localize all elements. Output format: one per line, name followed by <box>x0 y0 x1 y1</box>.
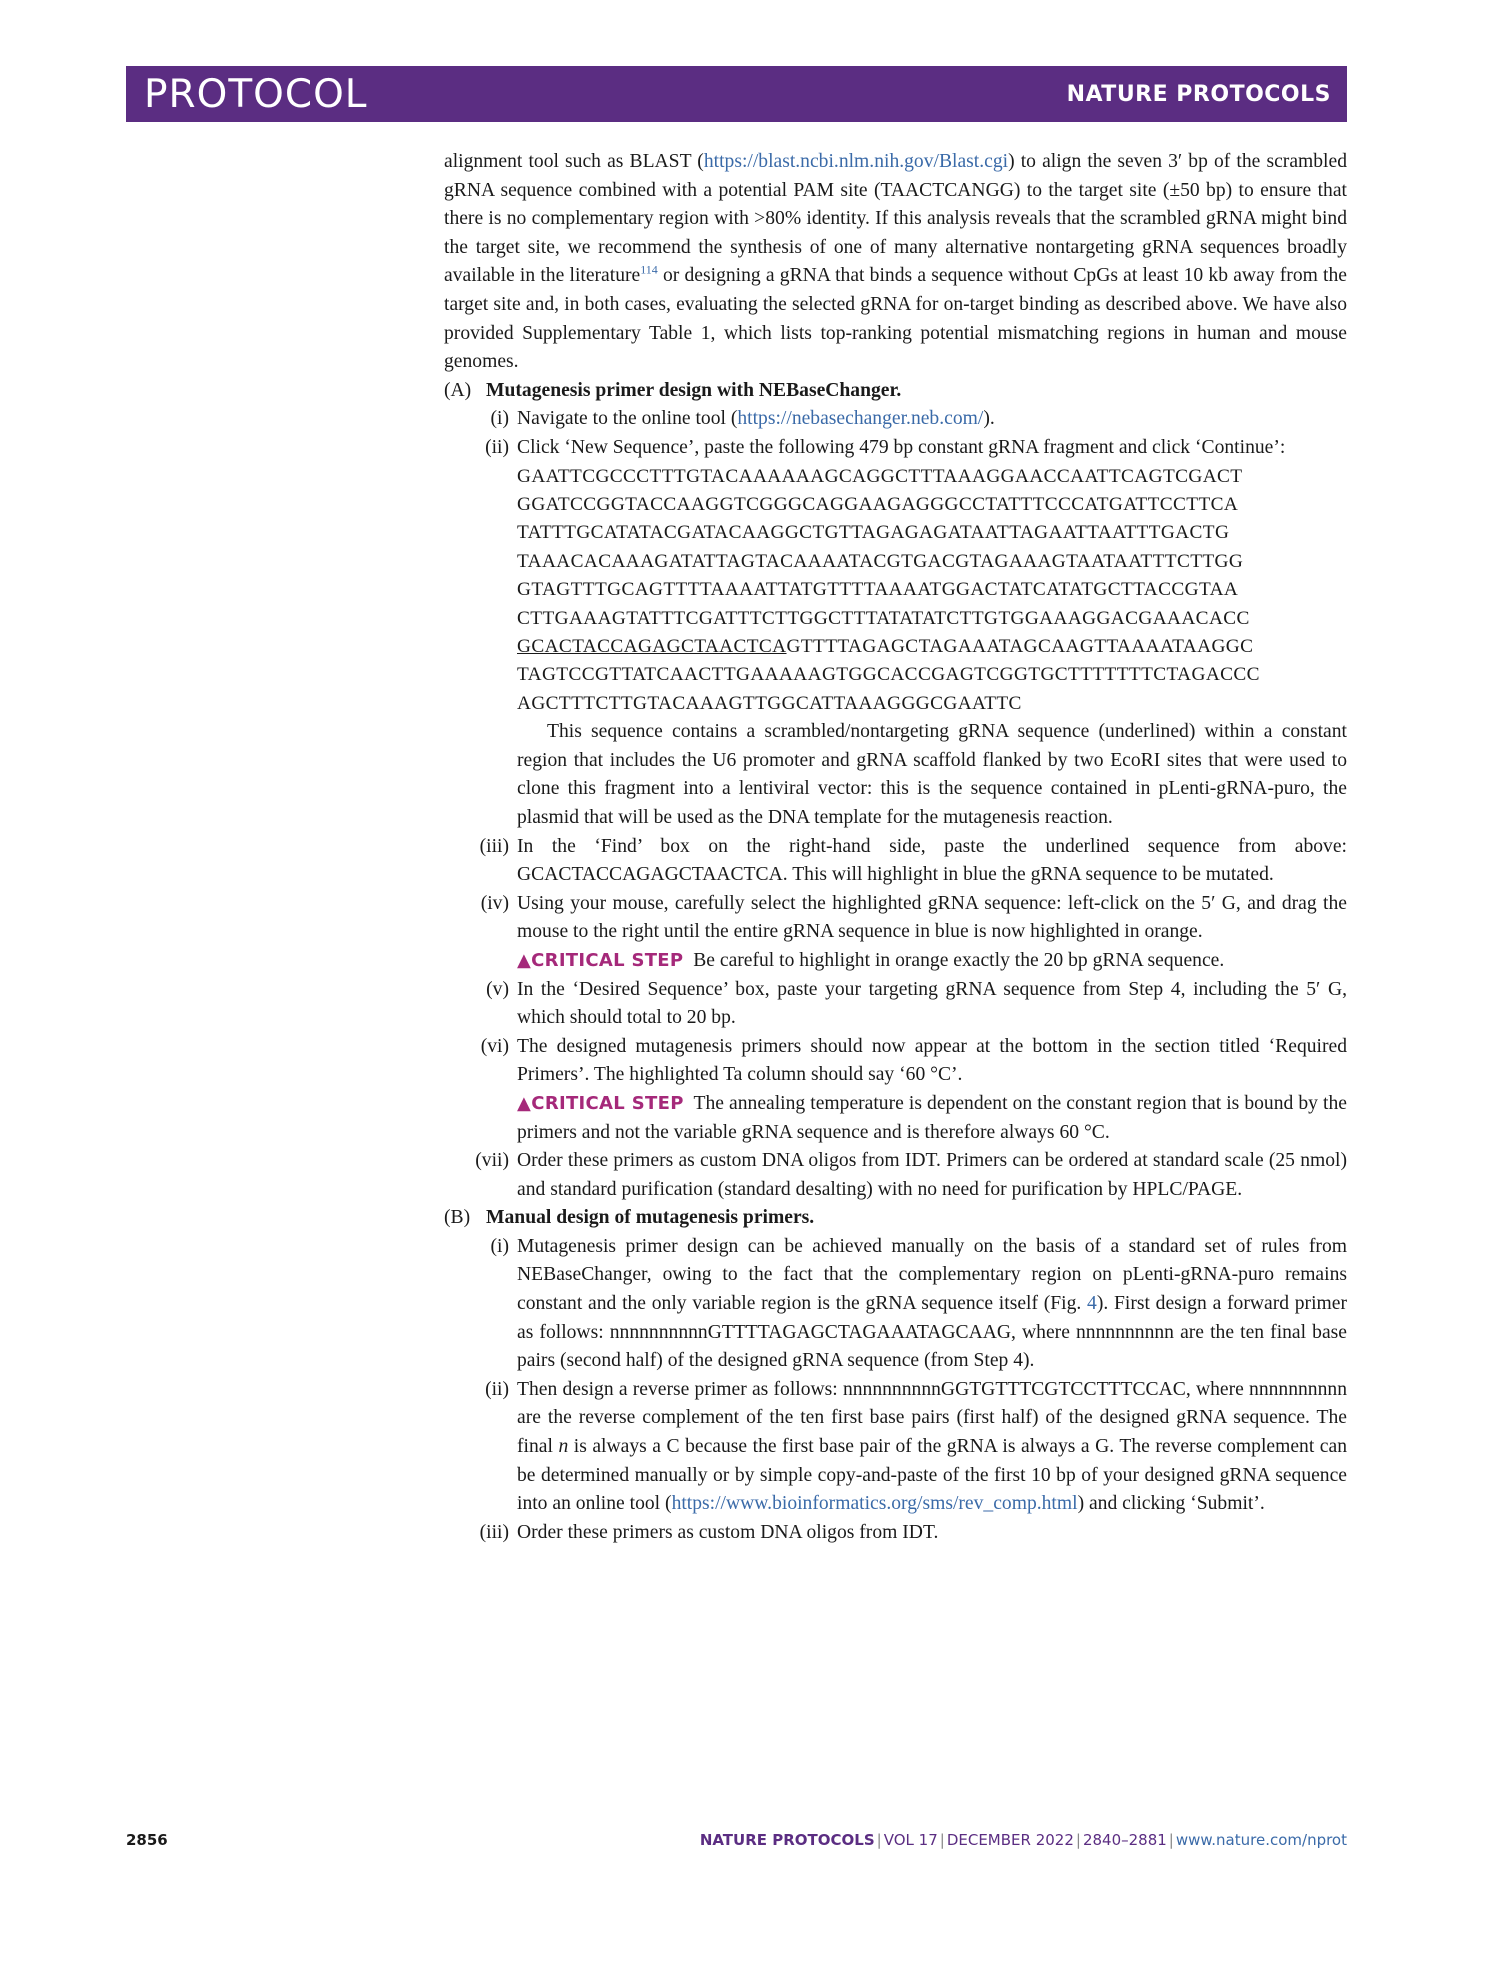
reference-114[interactable]: 114 <box>640 262 658 277</box>
footer-pages: 2840–2881 <box>1082 1831 1167 1849</box>
section-label: PROTOCOL <box>144 71 368 117</box>
figure-4-link[interactable]: 4 <box>1087 1293 1097 1315</box>
step-b-ii-text-c: ) and clicking ‘Submit’. <box>1077 1493 1265 1515</box>
seq-line: TAAACACAAAGATATTAGTACAAAATACGTGACGTAGAAAGTAATAATTTCTTGG <box>517 550 1244 572</box>
step-a-i-label: (i) <box>490 408 509 430</box>
critical-step-2-text: The annealing temperature is dependent on the constant region that is bound by the primers and not the variable gRNA sequence and is therefore always 60 °C. <box>517 1092 1347 1143</box>
step-b-ii-label: (ii) <box>485 1378 509 1400</box>
step-a-vi-text: The designed mutagenesis primers should now appear at the bottom in the section titled ‘Required Primers’. The highlighted Ta column should say ‘60 °C’. <box>517 1035 1347 1086</box>
step-a-ii-label: (ii) <box>485 436 509 458</box>
journal-label: NATURE PROTOCOLS <box>1066 81 1331 107</box>
footer-separator: | <box>876 1831 882 1849</box>
critical-step-tag: ▲CRITICAL STEP <box>517 949 684 971</box>
header-banner <box>126 66 1347 122</box>
critical-step-tag: ▲CRITICAL STEP <box>517 1092 684 1114</box>
blast-link[interactable]: https://blast.ncbi.nlm.nih.gov/Blast.cgi <box>703 151 1009 172</box>
step-b-i-label: (i) <box>490 1235 509 1257</box>
step-a-vii <box>444 1147 1347 1204</box>
intro-paragraph <box>444 148 1347 377</box>
section-b <box>444 1204 1347 1233</box>
seq-line-rest: GTTTTAGAGCTAGAAATAGCAAGTTAAAATAAGGC <box>786 635 1254 657</box>
step-a-vii-label: (vii) <box>475 1150 509 1172</box>
sequence-note-text: This sequence contains a scrambled/nontargeting gRNA sequence (underlined) within a constant region that includes the U6 promoter and gRNA scaffold flanked by two EcoRI sites that were used to clone this fragment into a lentiviral vector: this is the sequence contained in pLenti-gRNA-puro, the plasmid that will be used as the DNA template for the mutagenesis reaction. <box>517 721 1347 828</box>
step-b-i-text-a: Mutagenesis primer design can be achieved manually on the basis of a standard set of rules from NEBaseChanger, owing to the fact that the complementary region on pLenti-gRNA-puro remains constant and the only variable region is the gRNA sequence itself (Fig. <box>517 1235 1347 1315</box>
page-number: 2856 <box>126 1831 168 1849</box>
section-a <box>444 377 1347 406</box>
step-a-iii-label: (iii) <box>479 835 509 857</box>
dna-sequence-block <box>444 463 1347 719</box>
footer-separator: | <box>939 1831 945 1849</box>
critical-step-1-text: Be careful to highlight in orange exactly the 20 bp gRNA sequence. <box>693 949 1225 971</box>
step-a-i <box>444 405 1347 434</box>
step-a-v-label: (v) <box>486 978 509 1000</box>
nebasechanger-link[interactable]: https://nebasechanger.neb.com/ <box>737 408 984 430</box>
seq-line: GGATCCGGTACCAAGGTCGGGCAGGAAGAGGGCCTATTTCCCATGATTCCTTCA <box>517 493 1239 515</box>
step-a-vi <box>444 1033 1347 1090</box>
main-content <box>444 148 1347 1547</box>
section-a-label: (A) <box>444 379 472 401</box>
step-a-v <box>444 976 1347 1033</box>
step-b-i-text-b: ). First design a forward primer as follows: nnnnnnnnnnGTTTTAGAGCTAGAAATAGCAAG, where nnnnnnnnnn are the ten final base pairs (second half) of the designed gRNA sequence (from Step 4). <box>517 1293 1347 1372</box>
step-b-iii-text: Order these primers as custom DNA oligos from IDT. <box>517 1521 939 1543</box>
step-a-iv-text: Using your mouse, carefully select the highlighted gRNA sequence: left-click on the 5′ G, and drag the mouse to the right until the entire gRNA sequence in blue is now highlighted in orange. <box>517 892 1347 943</box>
rev-comp-link[interactable]: https://www.bioinformatics.org/sms/rev_comp.html <box>671 1493 1078 1515</box>
seq-line-grna <box>517 633 1347 661</box>
footer-url-link[interactable]: www.nature.com/nprot <box>1175 1831 1347 1849</box>
step-b-ii <box>444 1376 1347 1519</box>
intro-text-b: ) to align the seven 3′ bp of the scrambled gRNA sequence combined with a potential PAM site (TAACTCANGG) to the target site (±50 bp) to ensure that there is no complementary region with >80% identity. If this analysis reveals that the scrambled gRNA might bind the target site, we recommend the synthesis of one of many alternative nontargeting gRNA sequences broadly available in the literature <box>444 151 1347 287</box>
critical-step-2 <box>444 1090 1347 1147</box>
footer-separator: | <box>1168 1831 1174 1849</box>
critical-step-1 <box>444 947 1347 976</box>
footer-date: DECEMBER 2022 <box>946 1831 1074 1849</box>
step-b-iii-label: (iii) <box>479 1521 509 1543</box>
step-a-vi-label: (vi) <box>480 1035 509 1057</box>
section-b-label: (B) <box>444 1207 471 1229</box>
seq-line: GAATTCGCCCTTTGTACAAAAAAGCAGGCTTTAAAGGAACCAATTCAGTCGACT <box>517 465 1243 487</box>
intro-text-a: alignment tool such as BLAST ( <box>444 151 704 172</box>
seq-line: AGCTTTCTTGTACAAAGTTGGCATTAAAGGGCGAATTC <box>517 692 1022 714</box>
seq-line: TAGTCCGTTATCAACTTGAAAAAGTGGCACCGAGTCGGTGCTTTTTTTCTAGACCC <box>517 664 1260 686</box>
footer-journal: NATURE PROTOCOLS <box>699 1831 875 1849</box>
section-b-title: Manual design of mutagenesis primers. <box>486 1207 815 1229</box>
step-a-ii-text: Click ‘New Sequence’, paste the following 479 bp constant gRNA fragment and click ‘Continue’: <box>517 436 1286 458</box>
step-a-v-text: In the ‘Desired Sequence’ box, paste your targeting gRNA sequence from Step 4, including the 5′ G, which should total to 20 bp. <box>517 978 1347 1029</box>
sequence-note <box>444 718 1347 832</box>
step-a-vii-text: Order these primers as custom DNA oligos from IDT. Primers can be ordered at standard scale (25 nmol) and standard purification (standard desalting) with no need for purification by HPLC/PAGE. <box>517 1150 1347 1200</box>
footer-separator: | <box>1075 1831 1081 1849</box>
step-b-ii-text-a: Then design a reverse primer as follows: nnnnnnnnnnGGTGTTTCGTCCTTTCCAC, where nnnnnnnnnn are the reverse complement of the ten first base pairs (first half) of the designed gRNA sequence. The final <box>517 1378 1347 1458</box>
step-b-ii-text-b: is always a C because the first base pair of the gRNA is always a G. The reverse complement can be determined manually or by simple copy-and-paste of the first 10 bp of your designed gRNA sequence into an online tool ( <box>517 1436 1347 1515</box>
step-a-iii-text: In the ‘Find’ box on the right-hand side, paste the underlined sequence from above: GCACTACCAGAGCTAACTCA. This will highlight in blue the gRNA sequence to be mutated. <box>517 835 1347 886</box>
page-footer <box>126 1831 1347 1849</box>
italic-n: n <box>558 1436 569 1458</box>
underlined-grna: GCACTACCAGAGCTAACTCA <box>517 635 787 657</box>
step-a-iv-label: (iv) <box>480 892 509 914</box>
seq-line: CTTGAAAGTATTTCGATTTCTTGGCTTTATATATCTTGTGGAAAGGACGAAACACC <box>517 607 1250 629</box>
step-a-ii <box>444 434 1347 463</box>
step-b-iii <box>444 1519 1347 1548</box>
step-a-i-text-b: ). <box>983 408 995 430</box>
section-a-title: Mutagenesis primer design with NEBaseChanger. <box>486 379 902 401</box>
intro-text-c: or designing a gRNA that binds a sequence without CpGs at least 10 kb away from the target site and, in both cases, evaluating the selected gRNA for on-target binding as described above. We have also provided Supplementary Table 1, which lists top-ranking potential mismatching regions in human and mouse genomes. <box>444 265 1347 373</box>
footer-citation <box>700 1831 1347 1849</box>
step-b-i <box>444 1233 1347 1376</box>
step-a-i-text-a: Navigate to the online tool ( <box>517 408 738 430</box>
step-a-iv <box>444 890 1347 947</box>
step-a-iii <box>444 833 1347 890</box>
footer-volume: VOL 17 <box>883 1831 938 1849</box>
seq-line: TATTTGCATATACGATACAAGGCTGTTAGAGAGATAATTAGAATTAATTTGACTG <box>517 522 1230 544</box>
seq-line: GTAGTTTGCAGTTTTAAAATTATGTTTTAAAATGGACTATCATATGCTTACCGTAA <box>517 579 1239 601</box>
